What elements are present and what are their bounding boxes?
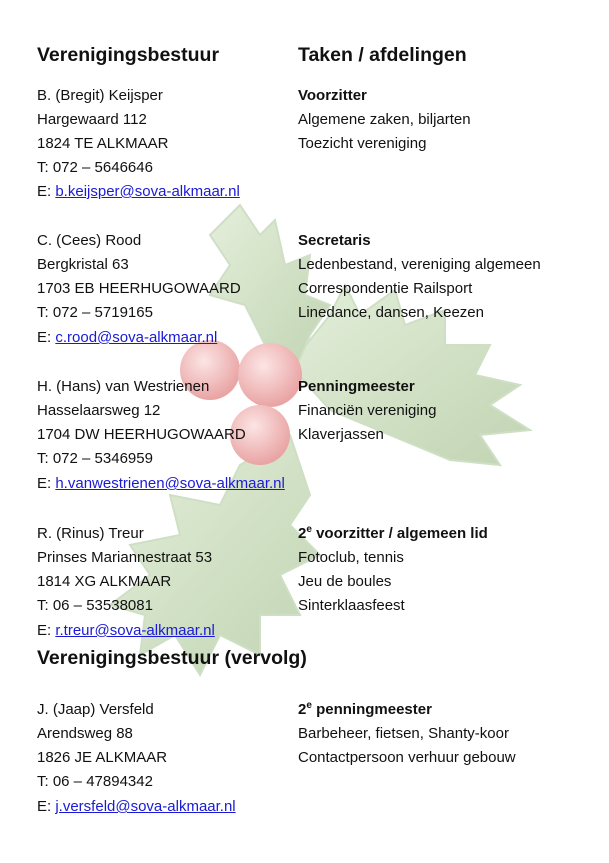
role-ordinal-suffix: e	[306, 524, 312, 535]
member-email-link[interactable]: c.rood@sova-alkmaar.nl	[55, 329, 218, 346]
member-email-line	[37, 619, 215, 643]
member-street: Hasselaarsweg 12	[37, 402, 161, 419]
role-task: Sinterklaasfeest	[298, 597, 405, 614]
member-name: C. (Cees) Rood	[37, 232, 142, 249]
role-ordinal-suffix: e	[306, 700, 312, 711]
heading-tasks: Taken / afdelingen	[298, 44, 467, 66]
role-number: 2	[298, 701, 307, 718]
member-name: B. (Bregit) Keijsper	[37, 87, 163, 104]
member-street: Arendsweg 88	[37, 725, 133, 742]
member-name: J. (Jaap) Versfeld	[37, 701, 154, 718]
member-phone: T: 072 – 5646646	[37, 159, 153, 176]
member-city: 1826 JE ALKMAAR	[37, 749, 168, 766]
member-email-link[interactable]: h.vanwestrienen@sova-alkmaar.nl	[55, 475, 285, 492]
email-prefix: E:	[37, 622, 56, 639]
member-name: H. (Hans) van Westrienen	[37, 378, 210, 395]
member-street: Prinses Mariannestraat 53	[37, 549, 213, 566]
role-task: Fotoclub, tennis	[298, 549, 404, 566]
email-prefix: E:	[37, 798, 56, 815]
role-task: Linedance, dansen, Keezen	[298, 304, 484, 321]
member-phone: T: 072 – 5719165	[37, 304, 153, 321]
member-email-line	[37, 180, 240, 204]
member-city: 1703 EB HEERHUGOWAARD	[37, 280, 241, 297]
role-title	[298, 522, 488, 546]
member-phone: T: 06 – 47894342	[37, 773, 153, 790]
role-task: Correspondentie Railsport	[298, 280, 473, 297]
role-number: 2	[298, 525, 307, 542]
role-task: Barbeheer, fietsen, Shanty-koor	[298, 725, 509, 742]
role-title: Penningmeester	[298, 378, 415, 395]
email-prefix: E:	[37, 329, 56, 346]
role-task: Contactpersoon verhuur gebouw	[298, 749, 516, 766]
member-city: 1814 XG ALKMAAR	[37, 573, 172, 590]
role-task: Ledenbestand, vereniging algemeen	[298, 256, 541, 273]
role-title	[298, 698, 432, 722]
heading-board: Verenigingsbestuur	[37, 44, 220, 66]
email-prefix: E:	[37, 475, 56, 492]
member-email-line	[37, 326, 217, 350]
heading-board-continued: Verenigingsbestuur (vervolg)	[37, 647, 307, 669]
member-phone: T: 06 – 53538081	[37, 597, 153, 614]
member-email-line	[37, 472, 285, 496]
role-title-text: voorzitter / algemeen lid	[311, 525, 488, 542]
member-city: 1824 TE ALKMAAR	[37, 135, 169, 152]
member-email-link[interactable]: j.versfeld@sova-alkmaar.nl	[55, 798, 236, 815]
role-task: Toezicht vereniging	[298, 135, 427, 152]
member-city: 1704 DW HEERHUGOWAARD	[37, 426, 246, 443]
member-street: Hargewaard 112	[37, 111, 147, 128]
email-prefix: E:	[37, 183, 56, 200]
member-email-line	[37, 795, 236, 819]
member-street: Bergkristal 63	[37, 256, 129, 273]
role-title: Voorzitter	[298, 87, 367, 104]
role-task: Financiën vereniging	[298, 402, 437, 419]
role-task: Klaverjassen	[298, 426, 384, 443]
member-email-link[interactable]: b.keijsper@sova-alkmaar.nl	[55, 183, 240, 200]
member-phone: T: 072 – 5346959	[37, 450, 153, 467]
role-task: Jeu de boules	[298, 573, 392, 590]
role-task: Algemene zaken, biljarten	[298, 111, 471, 128]
role-title-text: penningmeester	[311, 701, 432, 718]
role-title: Secretaris	[298, 232, 371, 249]
member-name: R. (Rinus) Treur	[37, 525, 144, 542]
member-email-link[interactable]: r.treur@sova-alkmaar.nl	[55, 622, 215, 639]
